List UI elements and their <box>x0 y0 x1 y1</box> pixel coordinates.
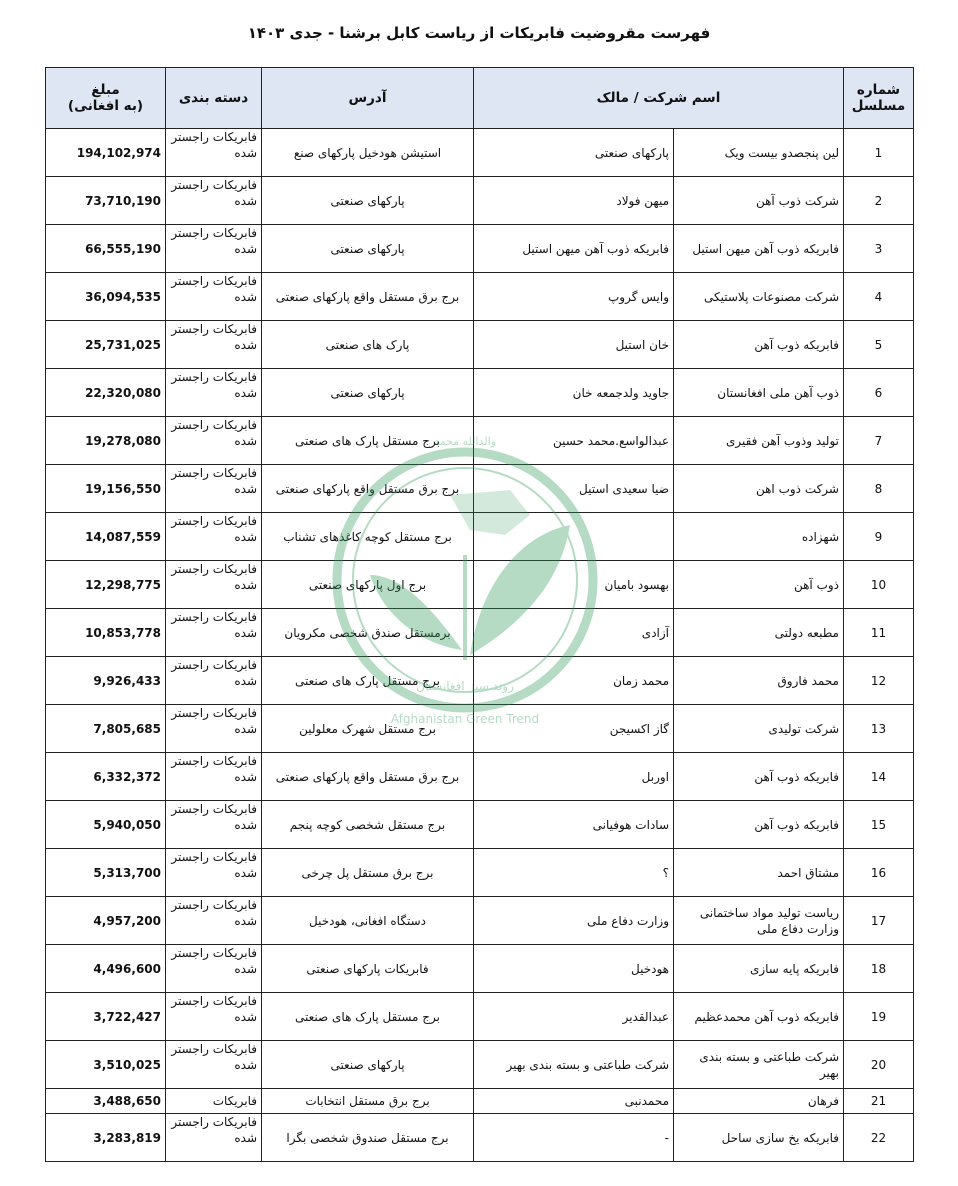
cell-address: پارکهای صنعتی <box>262 225 474 273</box>
cell-company: مشتاق احمد <box>674 849 844 897</box>
table-row <box>46 609 914 657</box>
table-row <box>46 993 914 1041</box>
cell-amount: 19,156,550 <box>46 465 166 513</box>
cell-owner: میهن فولاد <box>474 177 674 225</box>
cell-owner: وایس گروپ <box>474 273 674 321</box>
cell-owner: اوربل <box>474 753 674 801</box>
cell-address: برج اول پارکهای صنعتی <box>262 561 474 609</box>
cell-amount: 3,722,427 <box>46 993 166 1041</box>
table-row <box>46 465 914 513</box>
cell-address: برج برق مستقل انتخابات <box>262 1089 474 1114</box>
cell-category: فابریکات راجستر شده <box>166 945 262 993</box>
cell-company: شرکت ذوب آهن <box>674 177 844 225</box>
cell-serial: 6 <box>844 369 914 417</box>
watermark-text-top: والدالله محمد <box>433 435 497 448</box>
cell-serial: 2 <box>844 177 914 225</box>
cell-company: فرهان <box>674 1089 844 1114</box>
cell-category: فابریکات راجستر شده <box>166 1041 262 1089</box>
table-row <box>46 1041 914 1089</box>
cell-category: فابریکات راجستر شده <box>166 657 262 705</box>
cell-owner: سادات هوفیانی <box>474 801 674 849</box>
cell-owner: جاوید ولدجمعه خان <box>474 369 674 417</box>
table-body <box>46 129 914 1162</box>
cell-owner: محمدنبی <box>474 1089 674 1114</box>
table-row <box>46 225 914 273</box>
cell-serial: 8 <box>844 465 914 513</box>
cell-serial: 12 <box>844 657 914 705</box>
debt-table <box>45 67 914 1162</box>
cell-address: برج مستقل پارک های صنعتی <box>262 993 474 1041</box>
table-row <box>46 753 914 801</box>
cell-amount: 66,555,190 <box>46 225 166 273</box>
cell-serial: 13 <box>844 705 914 753</box>
cell-company: فابریکه ذوب آهن محمدعظیم <box>674 993 844 1041</box>
cell-category: فابریکات راجستر شده <box>166 993 262 1041</box>
cell-address: پارک های صنعتی <box>262 321 474 369</box>
cell-amount: 3,510,025 <box>46 1041 166 1089</box>
cell-company: محمد فاروق <box>674 657 844 705</box>
cell-category: فابریکات راجستر شده <box>166 129 262 177</box>
cell-company: شرکت تولیدی <box>674 705 844 753</box>
cell-company: ریاست تولید مواد ساختمانی وزارت دفاع ملی <box>674 897 844 945</box>
cell-address: برج مستقل پارک های صنعتی <box>262 417 474 465</box>
cell-company: فابریکه پایه سازی <box>674 945 844 993</box>
cell-amount: 9,926,433 <box>46 657 166 705</box>
cell-category: فابریکات راجستر شده <box>166 705 262 753</box>
cell-company: شرکت مصنوعات پلاستیکی <box>674 273 844 321</box>
header-amount-line2: (به افغانی) <box>67 98 144 114</box>
cell-company: فابریکه ذوب آهن <box>674 321 844 369</box>
cell-address: برج مستقل کوچه کاغذهای تشناب <box>262 513 474 561</box>
table-row <box>46 1114 914 1162</box>
table-row <box>46 561 914 609</box>
table-row <box>46 273 914 321</box>
table-row <box>46 945 914 993</box>
header-serial-line2: مسلسل <box>851 98 906 114</box>
table-row <box>46 657 914 705</box>
cell-owner: ضیا سعیدی استیل <box>474 465 674 513</box>
cell-serial: 22 <box>844 1114 914 1162</box>
header-serial-line1: شماره <box>856 82 901 98</box>
cell-company: شهزاده <box>674 513 844 561</box>
cell-serial: 3 <box>844 225 914 273</box>
cell-serial: 9 <box>844 513 914 561</box>
cell-address: پارکهای صنعتی <box>262 177 474 225</box>
cell-company: شرکت طباعتی و بسته بندی بهیر <box>674 1041 844 1089</box>
cell-category: فابریکات راجستر شده <box>166 753 262 801</box>
cell-serial: 17 <box>844 897 914 945</box>
cell-owner: بهسود بامیان <box>474 561 674 609</box>
cell-company: ذوب آهن ملی افغانستان <box>674 369 844 417</box>
cell-serial: 21 <box>844 1089 914 1114</box>
cell-category: فابریکات راجستر شده <box>166 513 262 561</box>
header-amount-line1: مبلغ <box>91 82 120 98</box>
cell-serial: 5 <box>844 321 914 369</box>
cell-company: شرکت ذوب اهن <box>674 465 844 513</box>
cell-company: مطبعه دولتی <box>674 609 844 657</box>
cell-address: برمستقل صندق شخصی مکرویان <box>262 609 474 657</box>
cell-address: پارکهای صنعتی <box>262 1041 474 1089</box>
cell-category: فابریکات راجستر شده <box>166 801 262 849</box>
cell-serial: 14 <box>844 753 914 801</box>
cell-company: لین پنجصدو بیست ویک <box>674 129 844 177</box>
header-row <box>46 68 914 129</box>
cell-address: برج برق مستقل پل چرخی <box>262 849 474 897</box>
cell-serial: 20 <box>844 1041 914 1089</box>
cell-category: فابریکات راجستر شده <box>166 225 262 273</box>
cell-address: برج برق مستقل واقع پارکهای صنعتی <box>262 753 474 801</box>
cell-owner: وزارت دفاع ملی <box>474 897 674 945</box>
cell-serial: 1 <box>844 129 914 177</box>
cell-amount: 4,496,600 <box>46 945 166 993</box>
cell-address: برج برق مستقل واقع پارکهای صنعتی <box>262 273 474 321</box>
cell-amount: 194,102,974 <box>46 129 166 177</box>
header-serial <box>844 68 914 129</box>
cell-category: فابریکات راجستر شده <box>166 897 262 945</box>
cell-category: فابریکات راجستر شده <box>166 1114 262 1162</box>
table-row <box>46 1089 914 1114</box>
header-address: آدرس <box>262 68 474 129</box>
cell-address: فابریکات پارکهای صنعتی <box>262 945 474 993</box>
cell-owner: ؟ <box>474 849 674 897</box>
cell-owner: آزادی <box>474 609 674 657</box>
cell-amount: 10,853,778 <box>46 609 166 657</box>
cell-serial: 7 <box>844 417 914 465</box>
table-row <box>46 513 914 561</box>
cell-owner: - <box>474 1114 674 1162</box>
cell-amount: 4,957,200 <box>46 897 166 945</box>
cell-amount: 7,805,685 <box>46 705 166 753</box>
table-row <box>46 321 914 369</box>
cell-amount: 36,094,535 <box>46 273 166 321</box>
cell-amount: 6,332,372 <box>46 753 166 801</box>
watermark-text-fa: روند سبز افغانستان <box>416 679 514 693</box>
cell-serial: 16 <box>844 849 914 897</box>
cell-company: فابریکه یخ سازی ساحل <box>674 1114 844 1162</box>
header-company-owner: اسم شرکت / مالک <box>474 68 844 129</box>
cell-category: فابریکات راجستر شده <box>166 465 262 513</box>
table-row <box>46 897 914 945</box>
cell-category: فابریکات راجستر شده <box>166 417 262 465</box>
table-row <box>46 177 914 225</box>
table-row <box>46 129 914 177</box>
document-title: فهرست مقروضیت فابریکات از ریاست کابل برشنا - جدی ۱۴۰۳ <box>247 24 711 42</box>
cell-owner: گاز اکسیجن <box>474 705 674 753</box>
cell-amount: 5,940,050 <box>46 801 166 849</box>
cell-amount: 25,731,025 <box>46 321 166 369</box>
table-row <box>46 417 914 465</box>
cell-serial: 15 <box>844 801 914 849</box>
cell-company: فابریکه ذوب آهن میهن استیل <box>674 225 844 273</box>
cell-company: ذوب آهن <box>674 561 844 609</box>
cell-company: فابریکه ذوب آهن <box>674 753 844 801</box>
cell-amount: 19,278,080 <box>46 417 166 465</box>
cell-company: فابریکه ذوب آهن <box>674 801 844 849</box>
cell-address: پارکهای صنعتی <box>262 369 474 417</box>
cell-amount: 5,313,700 <box>46 849 166 897</box>
cell-category: فابریکات راجستر شده <box>166 561 262 609</box>
cell-address: برج مستقل شهرک معلولین <box>262 705 474 753</box>
cell-address: دستگاه افغانی، هودخیل <box>262 897 474 945</box>
table-row <box>46 801 914 849</box>
cell-serial: 10 <box>844 561 914 609</box>
cell-category: فابریکات راجستر شده <box>166 849 262 897</box>
cell-address: برج مستقل شخصی کوچه پنجم <box>262 801 474 849</box>
cell-amount: 3,283,819 <box>46 1114 166 1162</box>
header-amount <box>46 68 166 129</box>
cell-serial: 4 <box>844 273 914 321</box>
cell-category: فابریکات راجستر شده <box>166 321 262 369</box>
header-category: دسته بندی <box>166 68 262 129</box>
cell-owner: شرکت طباعتی و بسته بندی بهیر <box>474 1041 674 1089</box>
cell-amount: 73,710,190 <box>46 177 166 225</box>
cell-address: برج برق مستقل واقع پارکهای صنعتی <box>262 465 474 513</box>
cell-amount: 14,087,559 <box>46 513 166 561</box>
cell-owner: خان استیل <box>474 321 674 369</box>
cell-amount: 3,488,650 <box>46 1089 166 1114</box>
cell-address: برج مستقل صندوق شخصی بگرا <box>262 1114 474 1162</box>
cell-owner: محمد زمان <box>474 657 674 705</box>
cell-category: فابریکات <box>166 1089 262 1114</box>
cell-owner: هودخیل <box>474 945 674 993</box>
cell-amount: 22,320,080 <box>46 369 166 417</box>
table-row <box>46 369 914 417</box>
cell-serial: 19 <box>844 993 914 1041</box>
cell-owner: عبدالواسع.محمد حسین <box>474 417 674 465</box>
cell-owner: پارکهای صنعتی <box>474 129 674 177</box>
cell-serial: 18 <box>844 945 914 993</box>
cell-serial: 11 <box>844 609 914 657</box>
cell-category: فابریکات راجستر شده <box>166 369 262 417</box>
cell-amount: 12,298,775 <box>46 561 166 609</box>
cell-category: فابریکات راجستر شده <box>166 273 262 321</box>
cell-company: تولید وذوب آهن فقیری <box>674 417 844 465</box>
cell-address: برج مستقل پارک های صنعتی <box>262 657 474 705</box>
cell-category: فابریکات راجستر شده <box>166 177 262 225</box>
table-row <box>46 849 914 897</box>
cell-address: استیشن هودخیل پارکهای صنع <box>262 129 474 177</box>
watermark-text-en: Afghanistan Green Trend <box>390 712 540 726</box>
cell-owner: عبدالقدیر <box>474 993 674 1041</box>
cell-category: فابریکات راجستر شده <box>166 609 262 657</box>
cell-owner <box>474 513 674 561</box>
table-row <box>46 705 914 753</box>
cell-owner: فابریکه ذوب آهن میهن استیل <box>474 225 674 273</box>
